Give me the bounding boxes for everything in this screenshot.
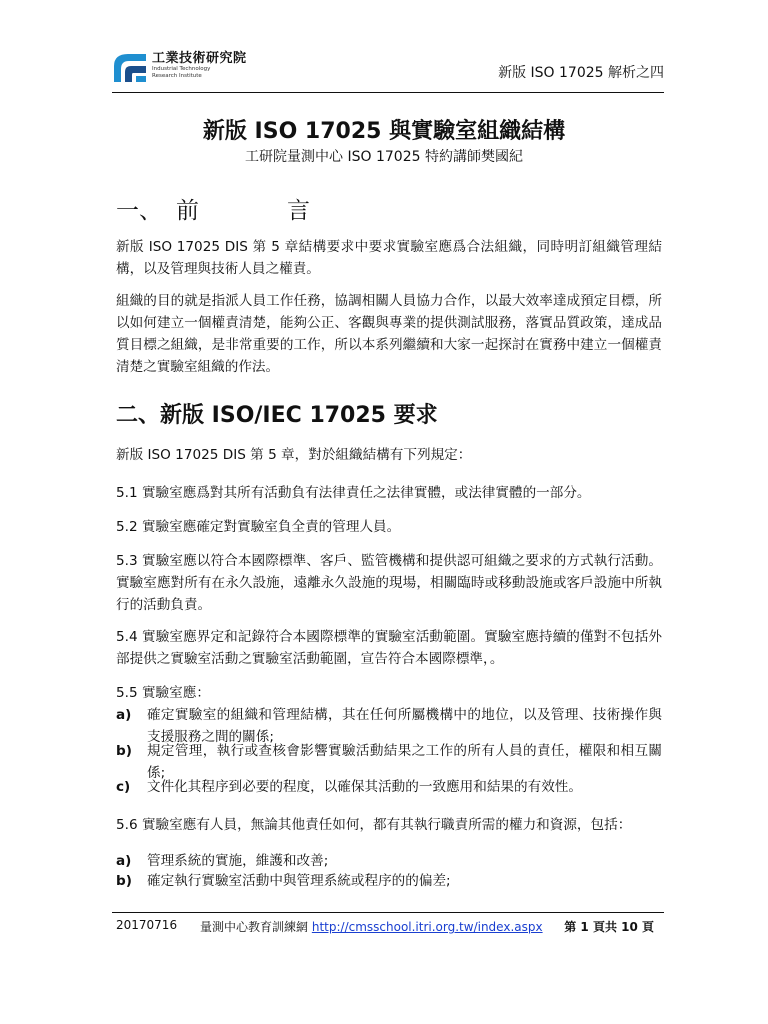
org-name-cn: 工業技術研究院 (152, 51, 247, 66)
list-item-text: 確定執行實驗室活動中與管理系統或程序的的偏差; (147, 873, 451, 889)
org-name (152, 51, 247, 80)
series-title: 新版 ISO 17025 解析之四 (498, 65, 664, 81)
list-item-text: 管理系統的實施，維護和改善; (147, 853, 329, 869)
clause-5-1: 5.1 實驗室應爲對其所有活動負有法律責任之法律實體，或法律實體的一部分。 (116, 485, 591, 501)
clause-5-4: 5.4 實驗室應界定和記錄符合本國際標準的實驗室活動範圍。實驗室應持續的僅對不包括外部提供之實驗室活動之實驗室活動範圍，宣告符合本國際標準，。 (116, 629, 662, 667)
page-title: 新版 ISO 17025 與實驗室組織結構 (202, 119, 566, 144)
page-subtitle: 工研院量測中心 ISO 17025 特約講師樊國紀 (245, 149, 523, 165)
section-1-heading-char-2: 言 (287, 198, 310, 224)
clause-5-6: 5.6 實驗室應有人員，無論其他責任如何，都有其執行職責所需的權力和資源，包括： (116, 817, 632, 833)
list-marker: c) (116, 779, 131, 795)
intro-paragraph-2: 組織的目的就是指派人員工作任務，協調相關人員協力合作，以最大效率達成預定目標，所以如何建立一個權責清楚，能夠公正、客觀與專業的提供測試服務，落實品質政策，達成品質目標之組織，是非常重要的工作，所以本系列繼續和大家一起探討在實務中建立一個權責清楚之實驗室組織的作法。 (116, 293, 662, 375)
list-marker: a) (116, 707, 132, 723)
clause-5-3: 5.3 實驗室應以符合本國際標準、客戶、監管機構和提供認可組織之要求的方式執行活動。實驗室應對所有在永久設施，遠離永久設施的現場，相關臨時或移動設施或客戶設施中所執行的活動負責。 (116, 553, 662, 613)
clause-5-5: 5.5 實驗室應： (116, 685, 210, 701)
list-marker: a) (116, 853, 132, 869)
footer-site-label: 量測中心教育訓練網 (200, 920, 309, 934)
itri-logo-icon (112, 52, 148, 84)
list-marker: b) (116, 743, 132, 759)
org-name-en-2: Research Institute (152, 73, 202, 79)
footer-link[interactable]: http://cmsschool.itri.org.tw/index.aspx (311, 920, 543, 934)
section-1-heading-char-1: 前 (176, 198, 199, 224)
list-item-text: 文件化其程序到必要的程度，以確保其活動的一致應用和結果的有效性。 (147, 779, 582, 795)
footer-date: 20170716 (116, 918, 178, 932)
section-2-intro: 新版 ISO 17025 DIS 第 5 章，對於組織結構有下列規定： (116, 447, 472, 463)
list-item-text: 規定管理，執行或查核會影響實驗活動結果之工作的所有人員的責任，權限和相互關係; (147, 743, 662, 781)
section-1-number: 一、 (116, 198, 162, 224)
org-name-en-1: Industrial Technology (152, 66, 211, 72)
page-header (112, 48, 664, 88)
section-2-heading: 二、新版 ISO/IEC 17025 要求 (116, 403, 438, 428)
header-divider (112, 92, 664, 93)
clause-5-2: 5.2 實驗室應確定對實驗室負全責的管理人員。 (116, 519, 401, 535)
section-1-heading (116, 192, 310, 225)
footer-divider (112, 912, 664, 913)
page-number: 第 1 頁共 10 頁 (564, 920, 654, 934)
intro-paragraph-1: 新版 ISO 17025 DIS 第 5 章結構要求中要求實驗室應爲合法組織，同時明訂組織管理結構，以及管理與技術人員之權責。 (116, 239, 662, 277)
footer-site (200, 918, 543, 935)
list-item-text: 確定實驗室的組織和管理結構，其在任何所屬機構中的地位，以及管理、技術操作與支援服務之間的關係; (147, 707, 662, 745)
list-marker: b) (116, 873, 132, 889)
